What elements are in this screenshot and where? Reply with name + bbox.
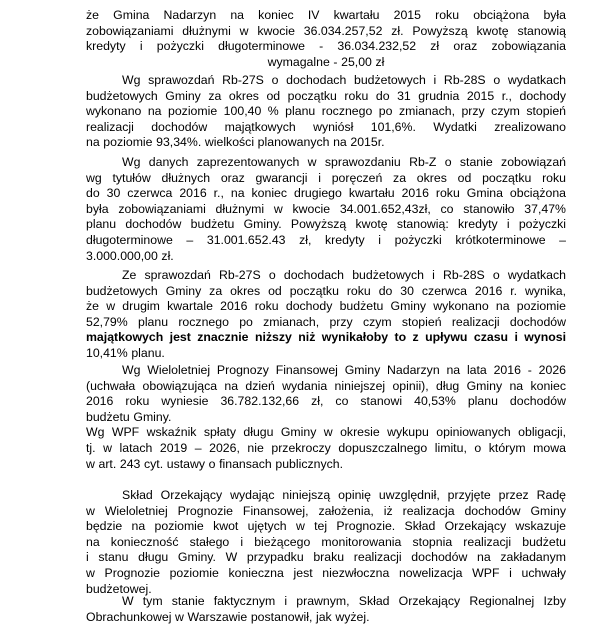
text-line: że w drugim kwartale 2016 roku dochody budżetu Gminy wykonano na poziomie	[86, 299, 566, 314]
paragraph-conclusion	[86, 594, 566, 625]
paragraph-budget-execution-2015	[86, 73, 566, 151]
text-line: tj. w latach 2019 – 2026, nie przekroczy dopuszczalnego limitu, o którym mowa	[86, 440, 566, 455]
text-line: W tym stanie faktycznym i prawnym, Skład Orzekający Regionalnej Izby	[122, 594, 566, 608]
text-line: 10,41% planu.	[86, 345, 165, 360]
text-line: będzie na poziomie kwot ujętych w tej Prognozie. Skład Orzekający wskazuje	[86, 519, 566, 534]
text-line: budżetowych Gminy za okres od początku roku do 30 czerwca 2016 r. wynika,	[86, 283, 566, 298]
text-line: Skład Orzekający wydając niniejszą opinię uwzględnił, przyjęte przez Radę	[122, 488, 566, 502]
text-line: budżetowej.	[86, 581, 152, 596]
paragraph-debt-q4-2015	[86, 8, 566, 70]
text-line: w Prognozie poziomie konieczna jest niezwłoczna nowelizacja WPF i uchwały	[86, 565, 566, 580]
text-line: kredyty i pożyczki długoterminowe - 36.034.232,52 zł oraz zobowiązania	[86, 39, 566, 54]
text-line: (uchwała obowiązująca na dzień wydania niniejszej opinii), dług Gminy na koniec	[86, 378, 566, 393]
text-line: Wg Wieloletniej Prognozy Finansowej Gminy Nadarzyn na lata 2016 - 2026	[122, 363, 566, 377]
paragraph-wpf-forecast	[86, 363, 566, 472]
text-line: Wg sprawozdań Rb-27S o dochodach budżetowych i Rb-28S o wydatkach	[122, 73, 566, 87]
paragraph-panel-considerations	[86, 488, 566, 597]
text-line: wg tytułów dłużnych oraz gwarancji i poręczeń za okres od początku roku	[86, 170, 566, 185]
text-line: do 30 czerwca 2016 r., na koniec drugiego kwartału 2016 roku Gmina obciążona	[86, 186, 566, 201]
text-line: na poziomie 93,34%. wielkości planowanych na 2015r.	[86, 135, 385, 150]
text-line: była zobowiązaniami dłużnymi w kwocie 34.001.652,43zł, co stanowiło 37,47%	[86, 201, 566, 216]
text-line: wykonano na poziomie 100,40 % planu rocznego po zmianach, przy czym stopień	[86, 104, 566, 119]
text-line: 2016 roku wyniesie 36.782.132,66 zł, co stanowi 40,53% planu dochodów	[86, 394, 566, 409]
text-line: 52,79% planu rocznego po zmianach, przy czym stopień realizacji dochodów	[86, 314, 566, 329]
text-line: realizacji dochodów majątkowych wyniósł 101,6%. Wydatki zrealizowano	[86, 119, 566, 134]
paragraph-rbz-liabilities	[86, 155, 566, 264]
text-line: i stanu długu Gminy. W przypadku braku realizacji dochodów na zakładanym	[86, 550, 566, 565]
text-line: wymagalne - 25,00 zł	[267, 54, 385, 69]
text-line: budżetu Gminy.	[86, 409, 172, 424]
text-line: 3.000.000,00 zł.	[86, 248, 174, 263]
text-line: w Wieloletniej Prognozie Finansowej, założenia, iż realizacja dochodów Gminy	[86, 503, 566, 518]
text-line: długoterminowe – 31.001.652.43 zł, kredyty i pożyczki krótkoterminowe –	[86, 232, 566, 247]
text-line: planu dochodów budżetu Gminy. Powyższą kwotę stanowią: kredyty i pożyczki	[86, 217, 566, 232]
text-line: majątkowych jest znacznie niższy niż wynikałoby to z upływu czasu i wynosi	[86, 330, 566, 345]
text-line: budżetowych Gminy za okres od początku roku do 31 grudnia 2015 r., dochody	[86, 88, 566, 103]
text-line: na konieczność stałego i bieżącego monitorowania stopnia realizacji budżetu	[86, 534, 566, 549]
text-line: w art. 243 cyt. ustawy o finansach publicznych.	[86, 456, 344, 471]
text-line: zobowiązaniami dłużnymi w kwocie 36.034.257,52 zł. Powyższą kwotę stanowią	[86, 23, 566, 38]
text-line: Ze sprawozdań Rb-27S o dochodach budżetowych i Rb-28S o wydatkach	[122, 268, 566, 282]
text-line: Obrachunkowej w Warszawie postanowił, jak wyżej.	[86, 609, 370, 624]
paragraph-budget-execution-2016	[86, 268, 566, 362]
text-line: Wg WPF wskaźnik spłaty długu Gminy w okresie wykupu opiniowanych obligacji,	[86, 425, 566, 440]
text-line: że Gmina Nadarzyn na koniec IV kwartału 2015 roku obciążona była	[86, 8, 566, 22]
text-line: Wg danych zaprezentowanych w sprawozdaniu Rb-Z o stanie zobowiązań	[122, 155, 566, 169]
